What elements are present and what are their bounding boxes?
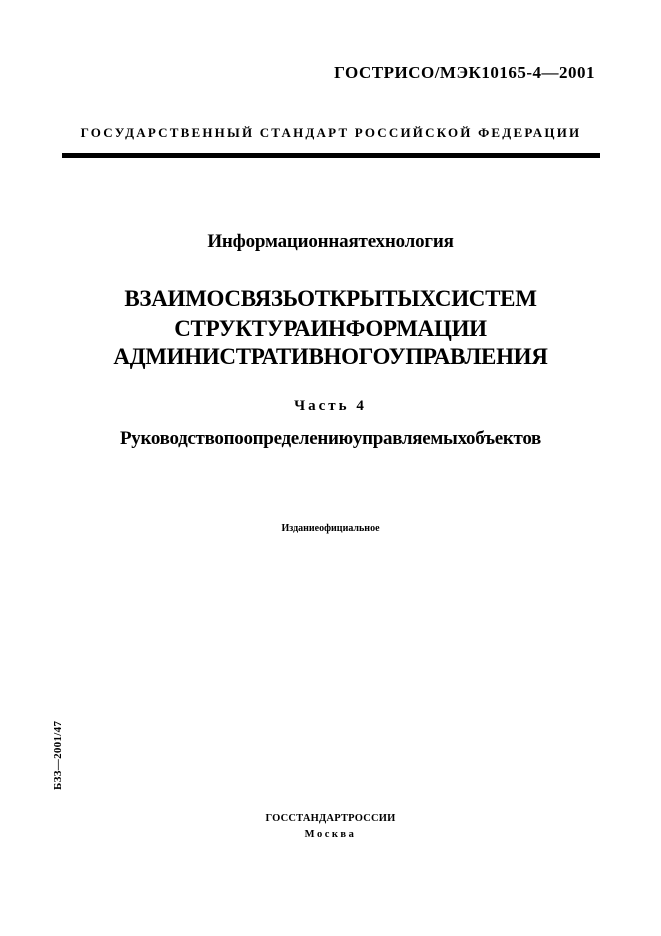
edition-note: Изданиеофициальное (281, 523, 380, 534)
document-title-line-1: ВЗАИМОСВЯЗЬОТКРЫТЫХСИСТЕМ (124, 286, 537, 311)
part-title: Руководствопоопределениюуправляемыхобъектов (119, 428, 542, 449)
document-title-line-2: СТРУКТУРАИНФОРМАЦИИ (174, 316, 487, 341)
side-code: БЗЗ—2001/47 (52, 720, 64, 790)
part-number: Часть 4 (294, 398, 367, 414)
document-title-line-3: АДМИНИСТРАТИВНОГОУПРАВЛЕНИЯ (113, 344, 548, 369)
standard-designation: ГОСТРИСО/МЭК10165-4—2001 (334, 63, 595, 82)
state-standard-heading: ГОСУДАРСТВЕННЫЙ СТАНДАРТ РОССИЙСКОЙ ФЕДЕРАЦИИ (80, 125, 582, 140)
document-subject: Информационнаятехнология (207, 231, 454, 252)
publisher: ГОССТАНДАРТРОССИИ (265, 813, 396, 824)
header-rule (62, 153, 600, 158)
publisher-city: Москва (304, 829, 357, 840)
